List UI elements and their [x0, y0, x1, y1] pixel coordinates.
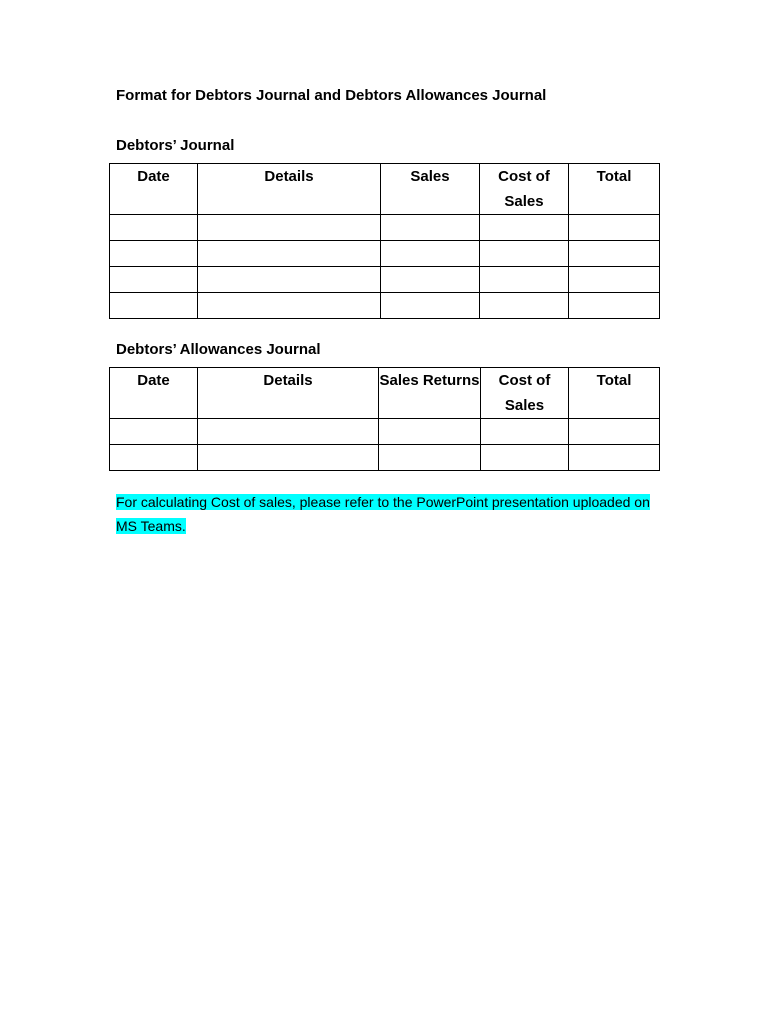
column-header-date: Date — [110, 164, 198, 215]
table-cell — [381, 215, 480, 241]
table-cell — [198, 267, 381, 293]
column-header-total: Total — [569, 368, 660, 419]
table-cell — [379, 445, 481, 471]
table-row — [110, 241, 660, 267]
table-row — [110, 267, 660, 293]
table-cell — [569, 445, 660, 471]
table-cell — [110, 293, 198, 319]
column-header-sales-returns: Sales Returns — [379, 368, 481, 419]
table-cell — [381, 241, 480, 267]
table-cell — [198, 241, 381, 267]
table-cell — [481, 419, 569, 445]
debtors-allowances-journal-title: Debtors’ Allowances Journal — [116, 341, 321, 358]
note-text: For calculating Cost of sales, please refer to the PowerPoint presentation uploaded on MS Teams. — [116, 494, 650, 534]
table-cell — [381, 293, 480, 319]
page-title: Format for Debtors Journal and Debtors Allowances Journal — [116, 87, 547, 104]
table-header-row — [110, 164, 660, 215]
table-cell — [569, 419, 660, 445]
table-cell — [569, 241, 660, 267]
table-cell — [198, 215, 381, 241]
table-cell — [569, 293, 660, 319]
debtors-allowances-journal-table — [109, 367, 660, 471]
table-cell — [381, 267, 480, 293]
table-cell — [480, 241, 569, 267]
column-header-total: Total — [569, 164, 660, 215]
column-header-date: Date — [110, 368, 198, 419]
table-row — [110, 445, 660, 471]
highlighted-note — [116, 490, 656, 538]
table-cell — [480, 293, 569, 319]
table-header-row — [110, 368, 660, 419]
column-header-cost-of-sales: Cost of Sales — [480, 164, 569, 215]
table-row — [110, 293, 660, 319]
table-cell — [569, 215, 660, 241]
table-cell — [480, 267, 569, 293]
column-header-details: Details — [198, 164, 381, 215]
table-cell — [198, 293, 381, 319]
table-cell — [379, 419, 481, 445]
table-row — [110, 215, 660, 241]
table-cell — [198, 445, 379, 471]
table-cell — [110, 445, 198, 471]
debtors-journal-table — [109, 163, 660, 319]
table-cell — [198, 419, 379, 445]
table-cell — [569, 267, 660, 293]
table-cell — [110, 419, 198, 445]
table-cell — [110, 215, 198, 241]
debtors-journal-title: Debtors’ Journal — [116, 137, 235, 154]
table-cell — [110, 267, 198, 293]
column-header-details: Details — [198, 368, 379, 419]
table-cell — [110, 241, 198, 267]
table-cell — [481, 445, 569, 471]
column-header-cost-of-sales: Cost of Sales — [481, 368, 569, 419]
table-row — [110, 419, 660, 445]
table-cell — [480, 215, 569, 241]
column-header-sales: Sales — [381, 164, 480, 215]
